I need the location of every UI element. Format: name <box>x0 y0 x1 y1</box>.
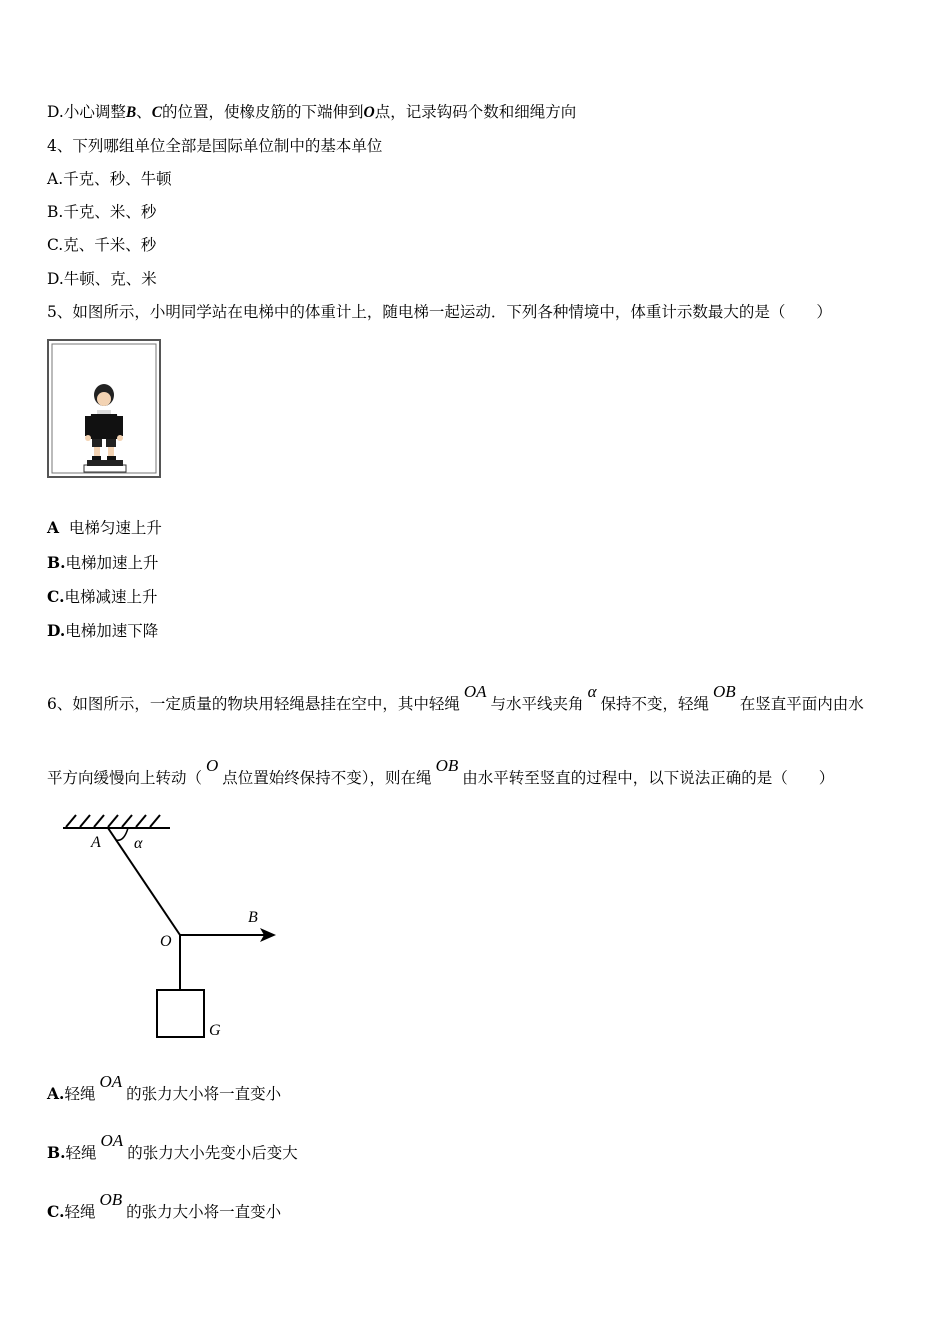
q4-option-b: B.千克、米、秒 <box>47 203 157 221</box>
rope-ob-symbol: OB <box>435 756 459 775</box>
stem-text: 点位置始终保持不变），则在绳 <box>222 769 432 787</box>
option-letter: B. <box>47 1143 66 1162</box>
stem-text: 在竖直平面内由水 <box>739 695 864 713</box>
stem-text: 与水平线夹角 <box>490 695 584 713</box>
stem-text: 保持不变，轻绳 <box>600 695 710 713</box>
point-b-label: B <box>125 104 137 121</box>
stem-text: 平方向缓慢向上转动（ <box>47 769 203 787</box>
option-letter: A. <box>47 1084 65 1103</box>
q5-stem: 5、如图所示，小明同学站在电梯中的体重计上，随电梯一起运动．下列各种情境中，体重计示数最大的是（ ） <box>47 303 832 321</box>
point-c-label: C <box>151 104 163 121</box>
q3-option-d <box>47 102 576 123</box>
elevator-figure <box>47 339 162 479</box>
option-text: 点，记录钩码个数和细绳方向 <box>374 103 577 121</box>
q6-stem-line2 <box>47 756 835 788</box>
option-letter: A <box>47 518 60 537</box>
option-text: 轻绳 <box>64 1085 96 1103</box>
rope-ob-symbol: OB <box>99 1190 123 1209</box>
rope-oa-symbol: OA <box>463 682 487 701</box>
q5-option-c <box>47 587 157 607</box>
option-text: 小心调整 <box>63 103 126 121</box>
option-text: 轻绳 <box>64 1203 96 1221</box>
label-g: G <box>209 1022 221 1039</box>
label-a: A <box>91 834 101 851</box>
option-text: 的张力大小将一直变小 <box>126 1085 282 1103</box>
q6-option-c <box>47 1190 282 1222</box>
q6-option-a <box>47 1072 282 1104</box>
point-o-label: O <box>363 104 375 121</box>
option-text: 的位置，使橡皮筋的下端伸到 <box>162 103 364 121</box>
rope-oa-symbol: OA <box>100 1131 124 1150</box>
q4-option-a: A.千克、秒、牛顿 <box>47 170 172 188</box>
student-figure <box>85 384 123 460</box>
stem-text: 由水平转至竖直的过程中，以下说法正确的是（ ） <box>462 769 835 787</box>
option-letter: C. <box>47 1202 65 1221</box>
q6-stem-line1 <box>47 682 864 714</box>
option-letter: B. <box>47 553 66 572</box>
option-letter: C. <box>47 587 65 606</box>
option-letter: D. <box>47 621 66 640</box>
option-text: 电梯加速上升 <box>65 554 159 572</box>
label-b: B <box>248 909 258 926</box>
q4-option-d: D.牛顿、克、米 <box>47 270 157 288</box>
rope-oa-symbol: OA <box>99 1072 123 1091</box>
alpha-symbol: α <box>587 682 597 701</box>
q5-option-d <box>47 621 158 641</box>
option-text: 电梯匀速上升 <box>59 519 162 537</box>
q5-option-b <box>47 553 159 573</box>
rope-ob-symbol: OB <box>713 682 736 701</box>
option-text: 电梯加速下降 <box>65 622 159 640</box>
label-o: O <box>160 933 172 950</box>
option-text: 的张力大小将一直变小 <box>126 1203 282 1221</box>
option-text: 轻绳 <box>65 1144 97 1162</box>
separator: 、 <box>136 103 152 121</box>
q4-option-c: C.克、千米、秒 <box>47 236 157 254</box>
point-o-symbol: O <box>206 756 219 775</box>
q5-option-a <box>47 518 162 538</box>
label-alpha: α <box>134 835 143 852</box>
q6-option-b <box>47 1131 298 1163</box>
rope-diagram <box>58 808 288 1048</box>
stem-text: 6、如图所示，一定质量的物块用轻绳悬挂在空中，其中轻绳 <box>47 695 460 713</box>
option-text: 的张力大小先变小后变大 <box>127 1144 298 1162</box>
q4-stem: 4、下列哪组单位全部是国际单位制中的基本单位 <box>47 137 383 155</box>
option-text: 电梯减速上升 <box>64 588 158 606</box>
option-letter: D. <box>47 103 64 121</box>
